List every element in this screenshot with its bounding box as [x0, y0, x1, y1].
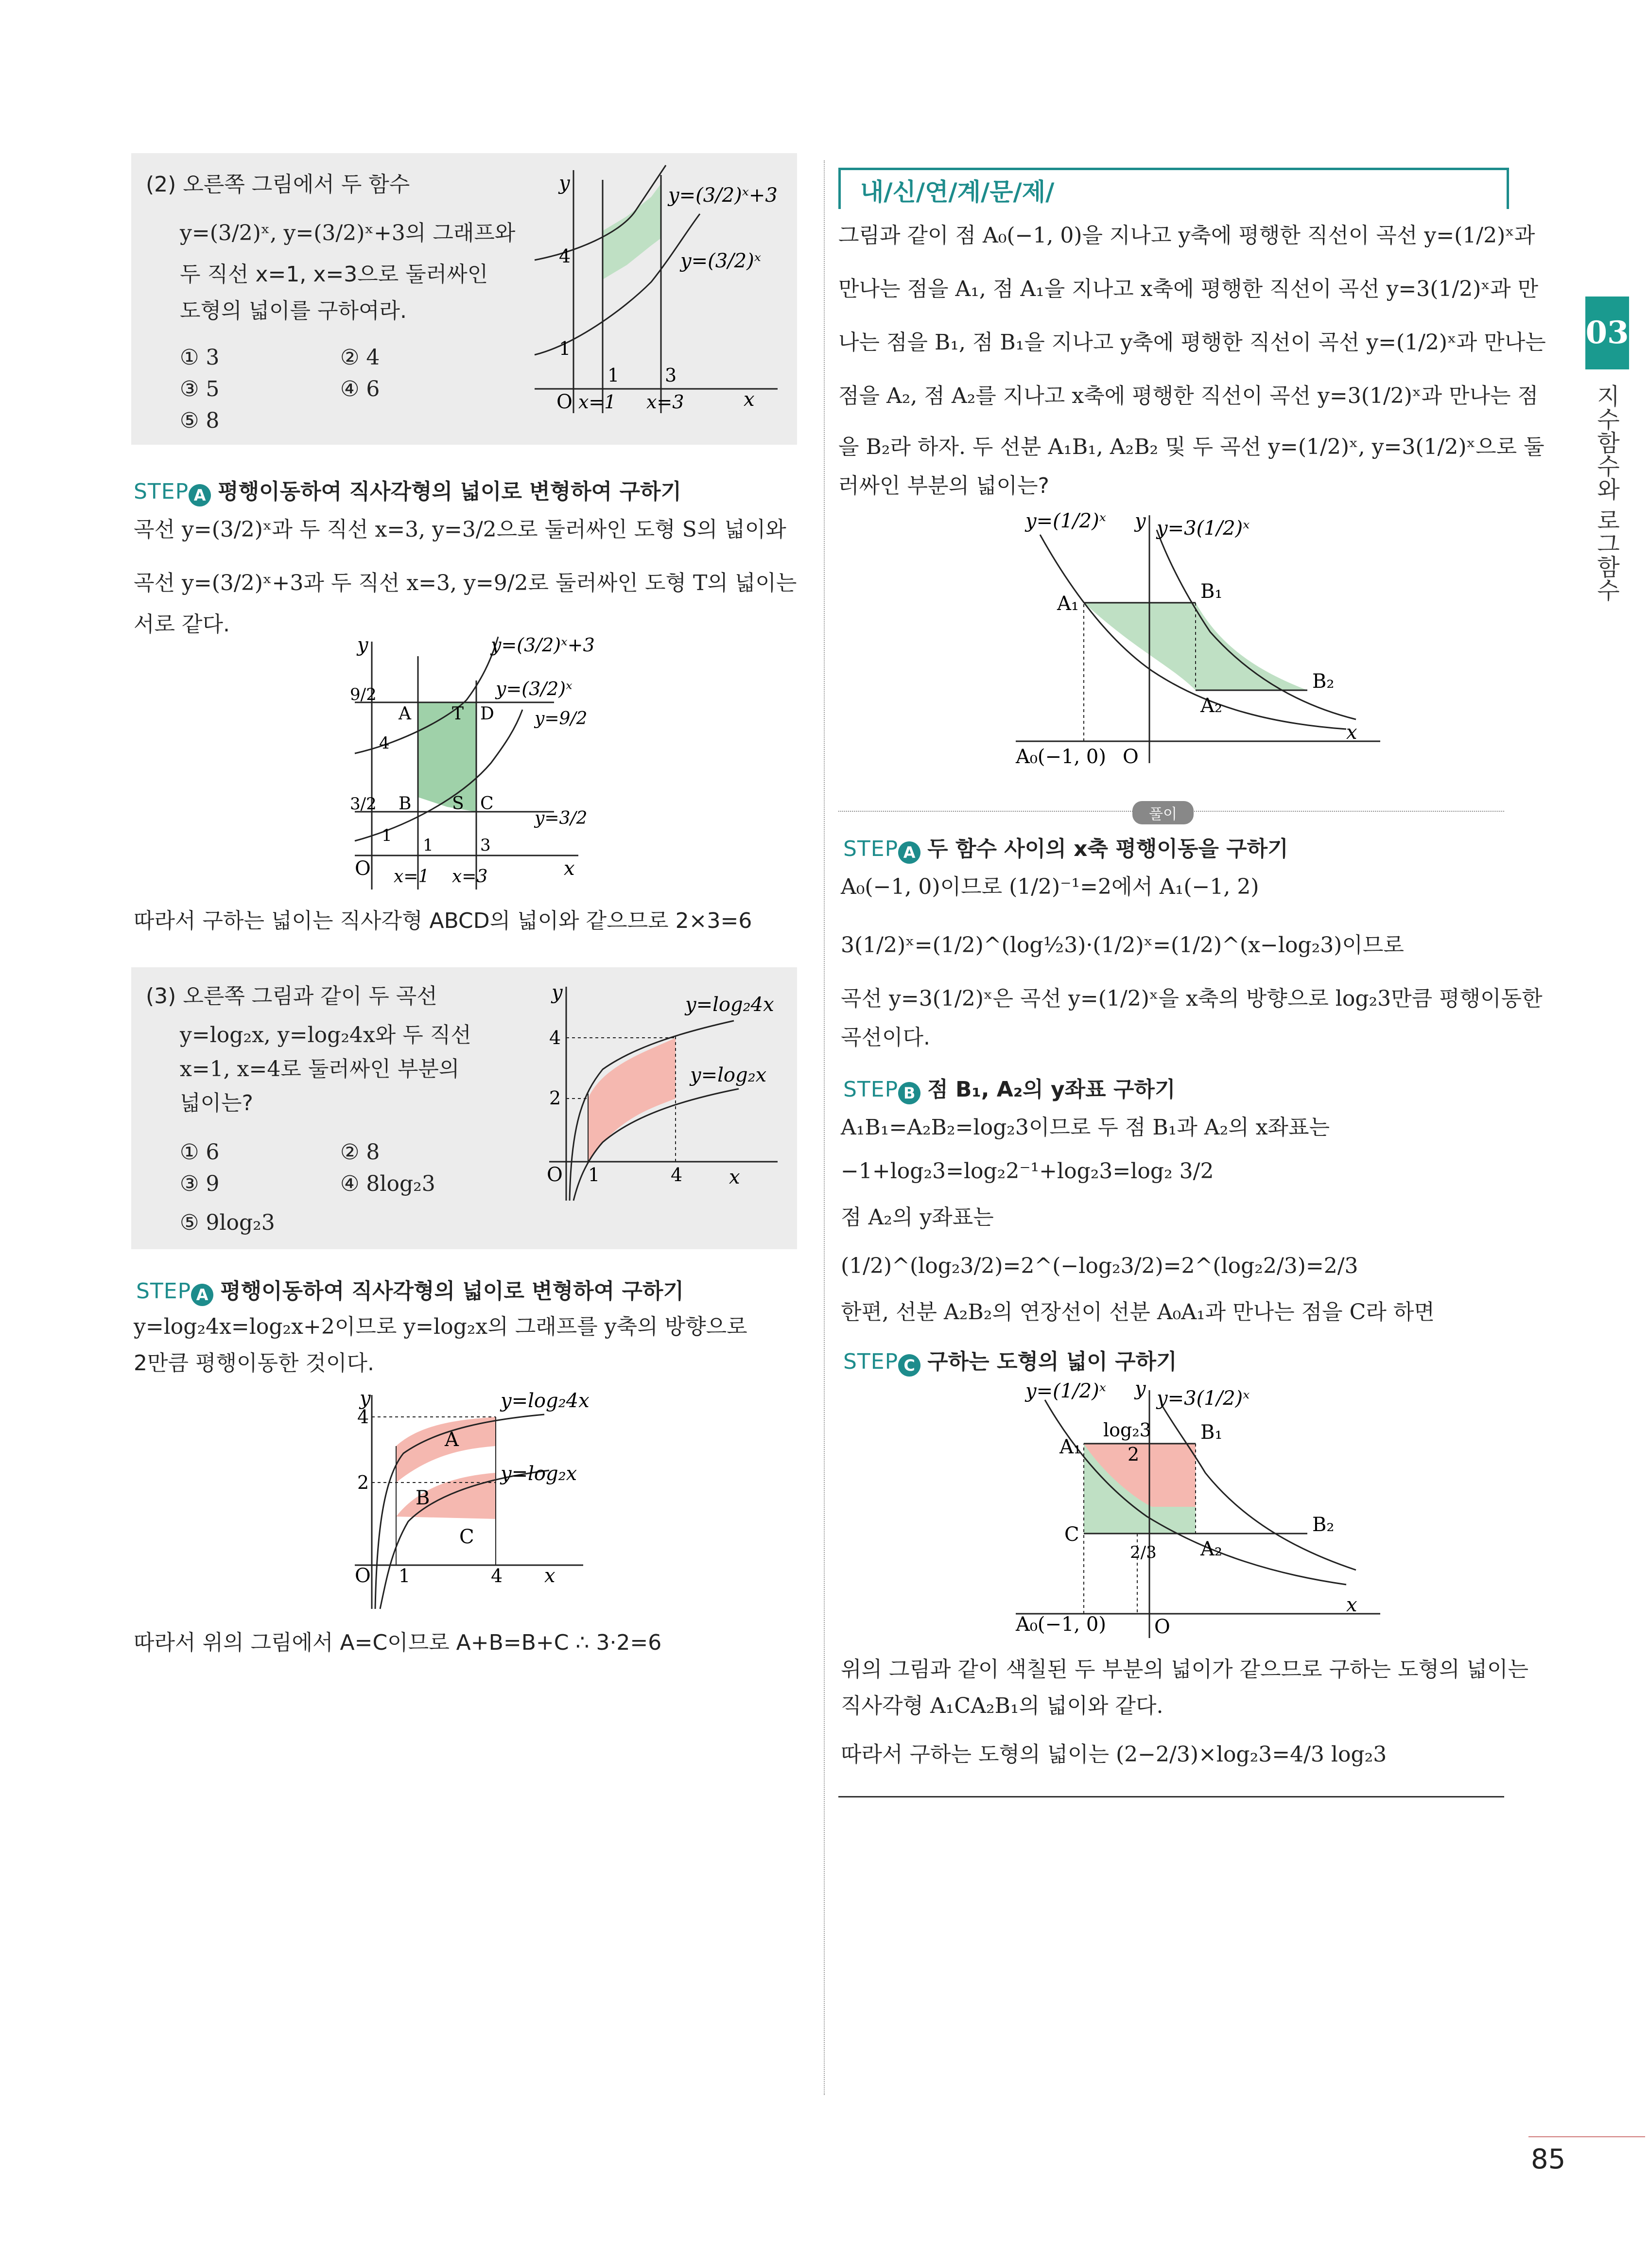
solution-label: 풀이 — [1132, 801, 1194, 824]
choice-3[interactable]: ③ 9 — [180, 1171, 220, 1196]
step-a1-line2: 곡선 y=(3/2)ˣ+3과 두 직선 x=3, y=9/2로 둘러싸인 도형 T의 넓이는 — [134, 571, 797, 595]
problem-3-line3: x=1, x=4로 둘러싸인 부분의 — [180, 1057, 460, 1082]
step-badge-c: C — [898, 1354, 920, 1377]
point-C: C — [1064, 1523, 1079, 1546]
graph-related-problem — [1006, 506, 1385, 768]
problem-2-line3: 두 직선 x=1, x=3으로 둘러싸인 — [180, 262, 488, 287]
graph-problem-3 — [530, 977, 792, 1205]
point-A0: A₀(−1, 0) — [1016, 746, 1106, 768]
choice-2[interactable]: ② 8 — [340, 1140, 380, 1165]
region-label-A: A — [445, 1429, 459, 1451]
step-title: 두 함수 사이의 x축 평행이동을 구하기 — [927, 837, 1288, 861]
tick-3-2: 3/2 — [350, 794, 377, 814]
y-label: y — [559, 172, 570, 194]
region-T — [418, 702, 476, 773]
step-a-line2: 3(1/2)ˣ=(1/2)^(log½3)·(1/2)ˣ=(1/2)^(x−log₂3)이므로 — [841, 933, 1404, 958]
problem-line-1: 그림과 같이 점 A₀(−1, 0)을 지나고 y축에 평행한 직선이 곡선 y=(1/2)ˣ과 — [838, 223, 1535, 248]
origin: O — [355, 857, 371, 880]
related-problem-header: 내/신/연/계/문/제/ — [860, 178, 1055, 206]
point-B2: B₂ — [1312, 670, 1335, 693]
step-a-line4: 곡선이다. — [841, 1025, 931, 1050]
step-badge-a: A — [189, 484, 211, 506]
step-b-line2: −1+log₂3=log₂2⁻¹+log₂3=log₂ 3/2 — [841, 1159, 1214, 1184]
step-label: STEP — [134, 479, 189, 504]
problem-2-line4: 도형의 넓이를 구하여라. — [180, 298, 407, 323]
point-A: A — [399, 704, 411, 724]
graph-step-a1 — [350, 627, 622, 899]
graph-solution — [1006, 1376, 1385, 1648]
point-B: B — [399, 794, 412, 814]
problem-line-6: 러싸인 부분의 넓이는? — [838, 473, 1049, 498]
step-b-line5: 한편, 선분 A₂B₂의 연장선이 선분 A₀A₁과 만나는 점을 C라 하면 — [841, 1300, 1435, 1325]
point-A2: A₂ — [1200, 1538, 1222, 1560]
label-curve-upper: y=log₂4x — [685, 994, 774, 1016]
tick-2: 2 — [549, 1087, 561, 1109]
label-curve-upper: y=(3/2)ˣ+3 — [491, 634, 595, 656]
step-a-heading-2 — [136, 1274, 684, 1306]
origin: O — [547, 1164, 563, 1186]
point-A1: A₁ — [1059, 1436, 1081, 1458]
step-b-heading — [843, 1072, 1175, 1104]
label-curve-lower: y=(3/2)ˣ — [680, 250, 761, 272]
step-a1-line3: 서로 같다. — [134, 612, 230, 637]
conclusion-line-1: 위의 그림과 같이 색칠된 두 부분의 넓이가 같으므로 구하는 도형의 넓이는 — [841, 1657, 1528, 1682]
graph-step-a2 — [335, 1385, 598, 1614]
step-a1-line1: 곡선 y=(3/2)ˣ과 두 직선 x=3, y=3/2으로 둘러싸인 도형 S의 넓이와 — [134, 517, 786, 542]
step-label: STEP — [136, 1279, 191, 1304]
step-a-line3: 곡선 y=3(1/2)ˣ은 곡선 y=(1/2)ˣ을 x축의 방향으로 log₂3만큼 평행이동한 — [841, 986, 1543, 1011]
label-two-thirds: 2/3 — [1130, 1543, 1157, 1562]
tick-9-2: 9/2 — [350, 685, 377, 704]
choice-2[interactable]: ② 4 — [340, 345, 380, 370]
problem-line-4: 점을 A₂, 점 A₂를 지나고 x축에 평행한 직선이 곡선 y=3(1/2)ˣ과 만나는 점 — [838, 384, 1539, 408]
label-curve-upper: y=(3/2)ˣ+3 — [668, 184, 778, 207]
tick-x4: 4 — [491, 1565, 503, 1587]
column-divider — [824, 160, 825, 2095]
tick-x3: 3 — [665, 365, 677, 386]
choice-4[interactable]: ④ 6 — [340, 377, 380, 401]
tick-x1: 1 — [399, 1565, 411, 1587]
origin: O — [355, 1565, 371, 1587]
label-line-x1: x=1 — [394, 867, 430, 887]
x-label: x — [1346, 721, 1357, 744]
problem-line-5: 을 B₂라 하자. 두 선분 A₁B₁, A₂B₂ 및 두 곡선 y=(1/2)ˣ, y=3(1/2)ˣ으로 둘 — [838, 435, 1545, 459]
step-label: STEP — [843, 837, 899, 861]
step-title: 구하는 도형의 넓이 구하기 — [927, 1349, 1177, 1374]
tick-x4: 4 — [671, 1164, 683, 1186]
label-line-x3: x=3 — [452, 867, 488, 887]
step-badge-b: B — [898, 1082, 920, 1104]
step-c-heading — [843, 1344, 1177, 1377]
point-B1: B₁ — [1200, 1421, 1223, 1444]
tick-1: 1 — [559, 338, 571, 359]
step-a-heading — [843, 831, 1288, 864]
tick-2: 2 — [357, 1472, 369, 1493]
step-badge-a: A — [191, 1284, 213, 1306]
choice-3[interactable]: ③ 5 — [180, 377, 220, 401]
point-C: C — [480, 794, 494, 814]
x-label: x — [564, 857, 575, 880]
choice-1[interactable]: ① 3 — [180, 345, 220, 370]
tick-1: 1 — [382, 826, 392, 845]
tick-x3: 3 — [480, 836, 491, 855]
page-number-rule — [1528, 2136, 1645, 2137]
tick-x1: 1 — [423, 836, 434, 855]
origin: O — [1154, 1616, 1170, 1638]
point-A0: A₀(−1, 0) — [1016, 1613, 1106, 1636]
tick-4: 4 — [559, 245, 571, 267]
step-badge-a: A — [898, 841, 920, 864]
step-label: STEP — [843, 1077, 899, 1102]
step-a-line1: A₀(−1, 0)이므로 (1/2)⁻¹=2에서 A₁(−1, 2) — [841, 874, 1259, 899]
step-title: 점 B₁, A₂의 y좌표 구하기 — [927, 1077, 1176, 1102]
label-curve-lower: y=(3/2)ˣ — [496, 678, 573, 699]
label-line-x3: x=3 — [646, 391, 684, 413]
y-label: y — [357, 634, 368, 656]
step-label: STEP — [843, 1349, 899, 1374]
point-B1: B₁ — [1200, 580, 1223, 603]
label-curve-right: y=3(1/2)ˣ — [1157, 1387, 1250, 1410]
label-two: 2 — [1128, 1444, 1140, 1465]
origin: O — [1123, 746, 1139, 768]
step-a2-line2: 2만큼 평행이동한 것이다. — [134, 1351, 374, 1376]
y-label: y — [1135, 1378, 1146, 1400]
conclusion-line-3: 따라서 구하는 도형의 넓이는 (2−2/3)×log₂3=4/3 log₂3 — [841, 1742, 1387, 1767]
y-label: y — [552, 981, 563, 1004]
conclusion-line-2: 직사각형 A₁CA₂B₁의 넓이와 같다. — [841, 1693, 1163, 1718]
choice-4[interactable]: ④ 8log₂3 — [340, 1171, 435, 1196]
problem-3-line2: y=log₂x, y=log₂4x와 두 직선 — [180, 1023, 471, 1047]
problem-line-3: 나는 점을 B₁, 점 B₁을 지나고 y축에 평행한 직선이 곡선 y=(1/2)ˣ과 만나는 — [838, 330, 1546, 355]
label-curve-lower: y=log₂x — [690, 1064, 767, 1086]
problem-3-line4: 넓이는? — [180, 1091, 253, 1116]
tick-4: 4 — [549, 1027, 561, 1048]
step-a1-conclusion: 따라서 구하는 넓이는 직사각형 ABCD의 넓이와 같으므로 2×3=6 — [134, 908, 752, 933]
point-B2: B₂ — [1312, 1514, 1335, 1536]
choice-5[interactable]: ⑤ 8 — [180, 408, 220, 433]
problem-line-2: 만나는 점을 A₁, 점 A₁을 지나고 x축에 평행한 직선이 곡선 y=3(1/2)ˣ과 만 — [838, 277, 1539, 301]
tick-x1: 1 — [588, 1164, 600, 1186]
label-line-x1: x=1 — [578, 391, 616, 413]
section-end-rule — [838, 1796, 1504, 1797]
y-label: y — [1135, 510, 1146, 532]
label-log2-3: log₂3 — [1103, 1419, 1151, 1441]
label-line-y32: y=3/2 — [535, 808, 588, 828]
x-label: x — [544, 1565, 555, 1587]
tick-4: 4 — [379, 733, 390, 753]
chapter-number-tab[interactable]: 03 — [1585, 297, 1629, 369]
choice-5[interactable]: ⑤ 9log₂3 — [180, 1210, 275, 1235]
step-a2-line1: y=log₂4x=log₂x+2이므로 y=log₂x의 그래프를 y축의 방향으로 — [134, 1314, 747, 1339]
step-a2-conclusion: 따라서 위의 그림에서 A=C이므로 A+B=B+C ∴ 3·2=6 — [134, 1630, 662, 1655]
x-label: x — [729, 1166, 740, 1188]
problem-2-line1: (2) 오른쪽 그림에서 두 함수 — [146, 172, 410, 197]
graph-problem-2 — [515, 160, 787, 418]
x-label: x — [744, 388, 755, 411]
point-A1: A₁ — [1057, 593, 1079, 615]
region-label-B: B — [416, 1487, 430, 1509]
label-curve-left: y=(1/2)ˣ — [1025, 1380, 1106, 1402]
label-line-y92: y=9/2 — [535, 709, 588, 729]
tick-4: 4 — [357, 1406, 369, 1428]
page-number: 85 — [1531, 2144, 1566, 2175]
point-T: T — [452, 704, 464, 724]
step-a-heading-1 — [134, 474, 681, 506]
label-curve-left: y=(1/2)ˣ — [1025, 510, 1106, 532]
point-D: D — [480, 704, 494, 724]
origin: O — [556, 391, 573, 413]
y-label: y — [360, 1387, 371, 1410]
step-b-line3: 점 A₂의 y좌표는 — [841, 1205, 994, 1230]
point-S: S — [452, 794, 464, 814]
problem-2-line2: y=(3/2)ˣ, y=(3/2)ˣ+3의 그래프와 — [180, 221, 516, 245]
label-curve-upper: y=log₂4x — [501, 1390, 590, 1412]
chapter-title: 지수함수와 로그함수 — [1593, 384, 1620, 602]
region-S — [418, 773, 476, 812]
step-title: 평행이동하여 직사각형의 넓이로 변형하여 구하기 — [218, 479, 681, 504]
step-title: 평행이동하여 직사각형의 넓이로 변형하여 구하기 — [220, 1279, 684, 1304]
x-label: x — [1346, 1594, 1357, 1616]
tick-x1: 1 — [608, 365, 620, 386]
label-curve-right: y=3(1/2)ˣ — [1157, 517, 1250, 540]
region-label-C: C — [459, 1526, 474, 1548]
step-b-line4: (1/2)^(log₂3/2)=2^(−log₂3/2)=2^(log₂2/3)=2/3 — [841, 1254, 1358, 1278]
point-A2: A₂ — [1200, 695, 1222, 717]
choice-1[interactable]: ① 6 — [180, 1140, 220, 1165]
step-b-line1: A₁B₁=A₂B₂=log₂3이므로 두 점 B₁과 A₂의 x좌표는 — [841, 1115, 1330, 1140]
problem-3-line1: (3) 오른쪽 그림과 같이 두 곡선 — [146, 984, 437, 1009]
label-curve-lower: y=log₂x — [501, 1463, 577, 1485]
